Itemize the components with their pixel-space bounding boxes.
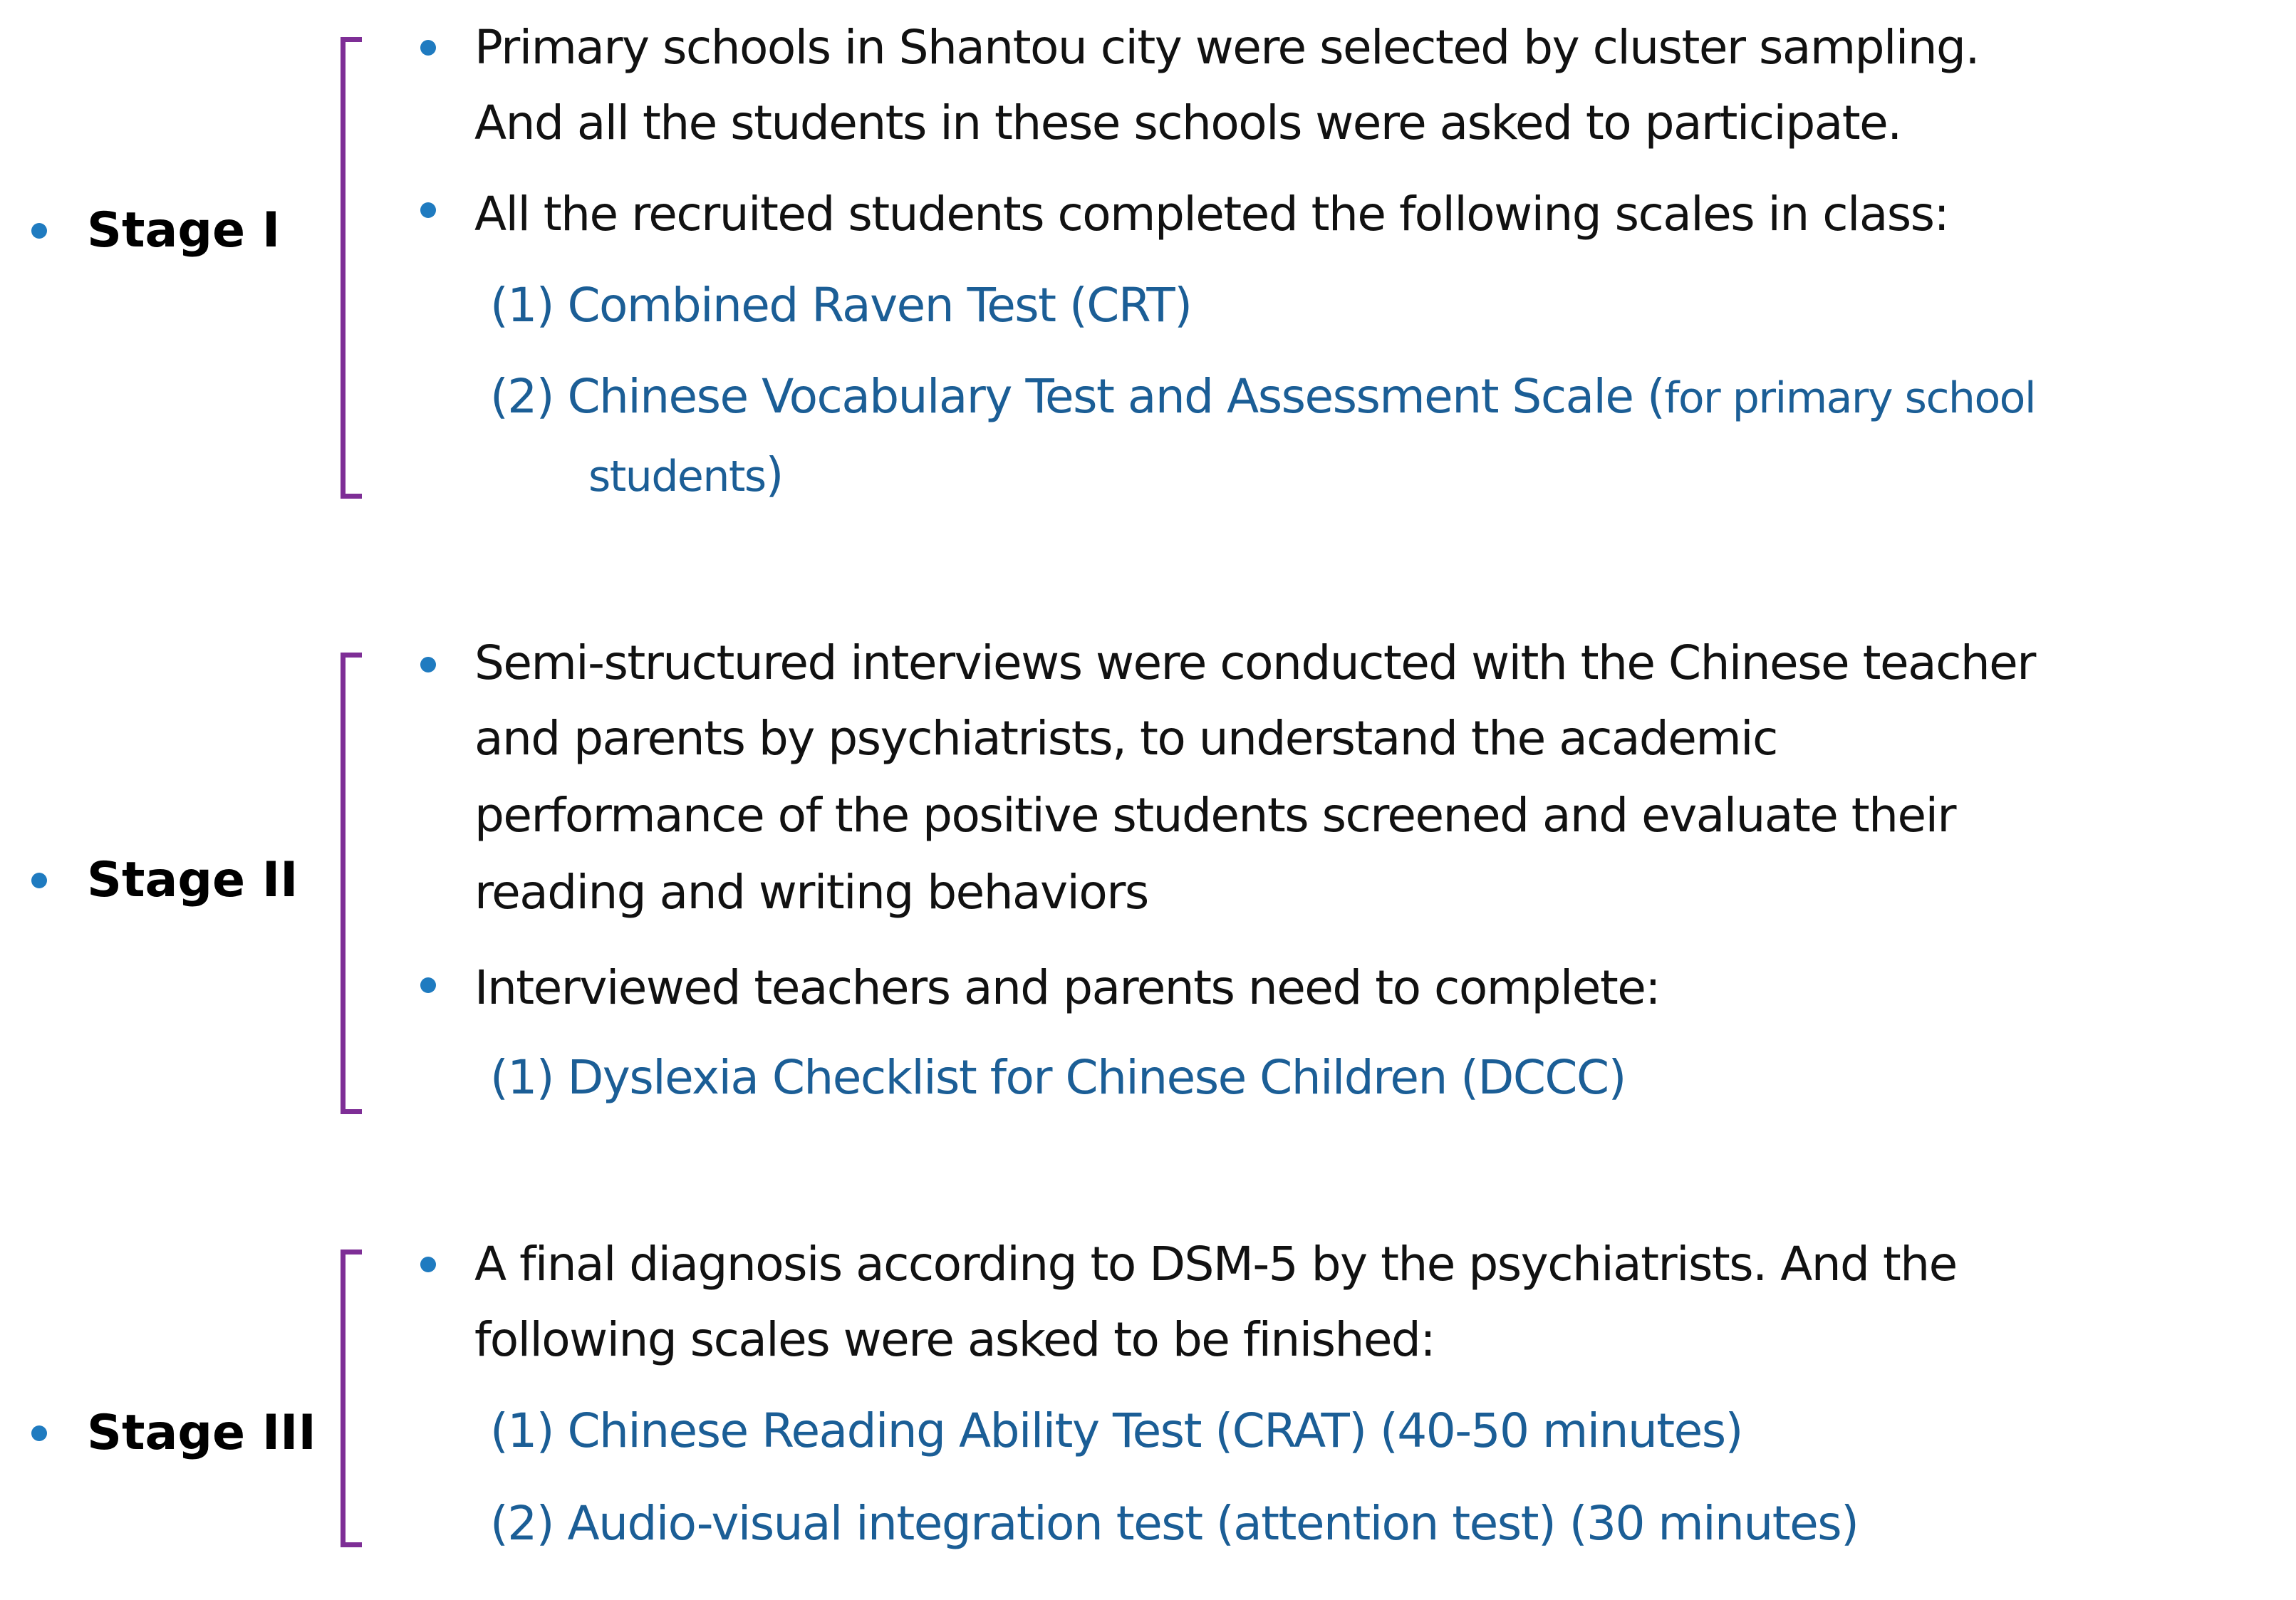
stage-1-bracket <box>341 37 362 499</box>
stage-3-bullet-icon <box>31 1425 47 1441</box>
stage-1-item-1-line-2: And all the students in these schools were asked to participate. <box>474 95 1901 150</box>
stage-3-scale-2: (2) Audio-visual integration test (attention test) (30 minutes) <box>490 1496 1859 1551</box>
stage-3-label <box>31 1405 316 1461</box>
stage-1-bullet-icon <box>31 223 47 239</box>
stage-3-bracket <box>341 1250 362 1547</box>
stage-3-scale-1: (1) Chinese Reading Ability Test (CRAT) (40-50 minutes) <box>490 1403 1742 1458</box>
stage-2-item-1-bullet-icon <box>420 657 436 672</box>
stage-1-scale-1: (1) Combined Raven Test (CRT) <box>490 278 1192 333</box>
stage-2-item-2-bullet-icon <box>420 977 436 993</box>
stage-1-scale-2-note: for primary school <box>1664 373 2036 423</box>
stage-3-item-1-bullet-icon <box>420 1257 436 1272</box>
stage-1-item-2-bullet-icon <box>420 202 436 218</box>
stage-2-title: Stage II <box>87 852 298 908</box>
stage-1-label <box>31 202 280 259</box>
stage-3-title: Stage III <box>87 1405 316 1461</box>
stage-2-label <box>31 852 298 908</box>
stage-1-item-2-line-1: All the recruited students completed the following scales in class: <box>474 187 1949 241</box>
stage-1-title: Stage I <box>87 202 281 259</box>
stage-2-item-1-line-2: and parents by psychiatrists, to understand the academic <box>474 711 1777 766</box>
stage-1-scale-2-main: (2) Chinese Vocabulary Test and Assessment Scale ( <box>490 369 1665 424</box>
stage-1-scale-2-close: ) <box>765 447 783 502</box>
stage-1-scale-2-continuation-text: students <box>588 452 766 502</box>
stage-2-bullet-icon <box>31 873 47 888</box>
stage-2-item-2-line-1: Interviewed teachers and parents need to complete: <box>474 960 1661 1015</box>
stage-2-item-1-line-1: Semi-structured interviews were conducted with the Chinese teacher <box>474 635 2035 690</box>
stage-2-item-1-line-3: performance of the positive students screened and evaluate their <box>474 788 1956 843</box>
stage-3-item-1-line-1: A final diagnosis according to DSM-5 by the psychiatrists. And the <box>474 1237 1957 1292</box>
stage-3-item-1-line-2: following scales were asked to be finished: <box>474 1312 1435 1367</box>
stage-2-bracket <box>341 653 362 1114</box>
stage-1-item-1-line-1: Primary schools in Shantou city were selected by cluster sampling. <box>474 20 1979 75</box>
stage-1-scale-2 <box>490 369 2036 424</box>
stage-2-item-1-line-4: reading and writing behaviors <box>474 865 1148 920</box>
stage-1-scale-2-continuation <box>588 447 783 502</box>
stage-2-scale-1: (1) Dyslexia Checklist for Chinese Children (DCCC) <box>490 1050 1626 1105</box>
stage-1-item-1-bullet-icon <box>420 40 436 56</box>
